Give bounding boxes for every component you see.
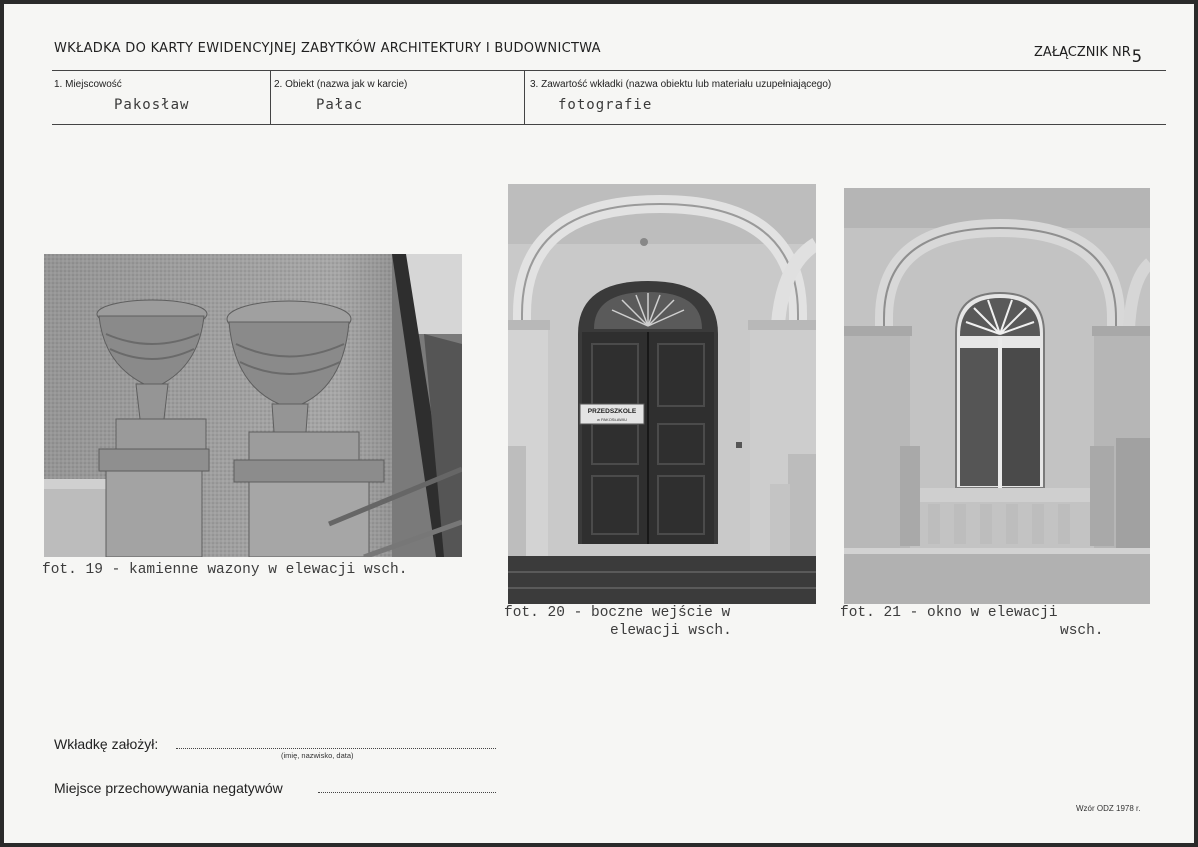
annex-label (1034, 41, 1142, 67)
door-sign-text: PRZEDSZKOLE (587, 408, 637, 415)
caption-photo-19: fot. 19 - kamienne wazony w elewacji wsch. (42, 562, 408, 578)
field-divider-2 (524, 70, 525, 125)
founder-hint: (imię, nazwisko, data) (281, 751, 354, 760)
caption-photo-21-line1: fot. 21 - okno w elewacji (840, 605, 1058, 621)
form-title: WKŁADKA DO KARTY EWIDENCYJNEJ ZABYTKÓW ARCHITEKTURY I BUDOWNICTWA (54, 41, 601, 56)
object-label: 2. Obiekt (nazwa jak w karcie) (274, 79, 408, 90)
form-template-note: Wzór ODZ 1978 r. (1076, 804, 1141, 813)
photo-window (844, 188, 1150, 604)
form-sheet (4, 4, 1194, 843)
caption-photo-20-line1: fot. 20 - boczne wejście w (504, 605, 731, 621)
door-sign-subtext: w PAKOSŁAWIU (596, 417, 628, 422)
object-value: Pałac (316, 97, 364, 113)
annex-label-text: ZAŁĄCZNIK NR (1034, 45, 1131, 60)
photo-stone-vases (44, 254, 462, 557)
founder-line (176, 748, 496, 749)
caption-photo-21-line2: wsch. (1060, 623, 1104, 639)
annex-number: 5 (1131, 47, 1142, 67)
negatives-label: Miejsce przechowywania negatywów (54, 780, 283, 796)
negatives-line (318, 792, 496, 793)
locality-value: Pakosław (114, 97, 190, 113)
caption-photo-20-line2: elewacji wsch. (610, 623, 732, 639)
header-bottom-rule (52, 124, 1166, 125)
content-value: fotografie (558, 97, 653, 113)
locality-label: 1. Miejscowość (54, 79, 122, 90)
field-divider-1 (270, 70, 271, 125)
header-top-rule (52, 70, 1166, 71)
content-label: 3. Zawartość wkładki (nazwa obiektu lub materiału uzupełniającego) (530, 79, 832, 90)
photo-side-entrance (508, 184, 816, 604)
founder-label: Wkładkę założył: (54, 736, 159, 752)
